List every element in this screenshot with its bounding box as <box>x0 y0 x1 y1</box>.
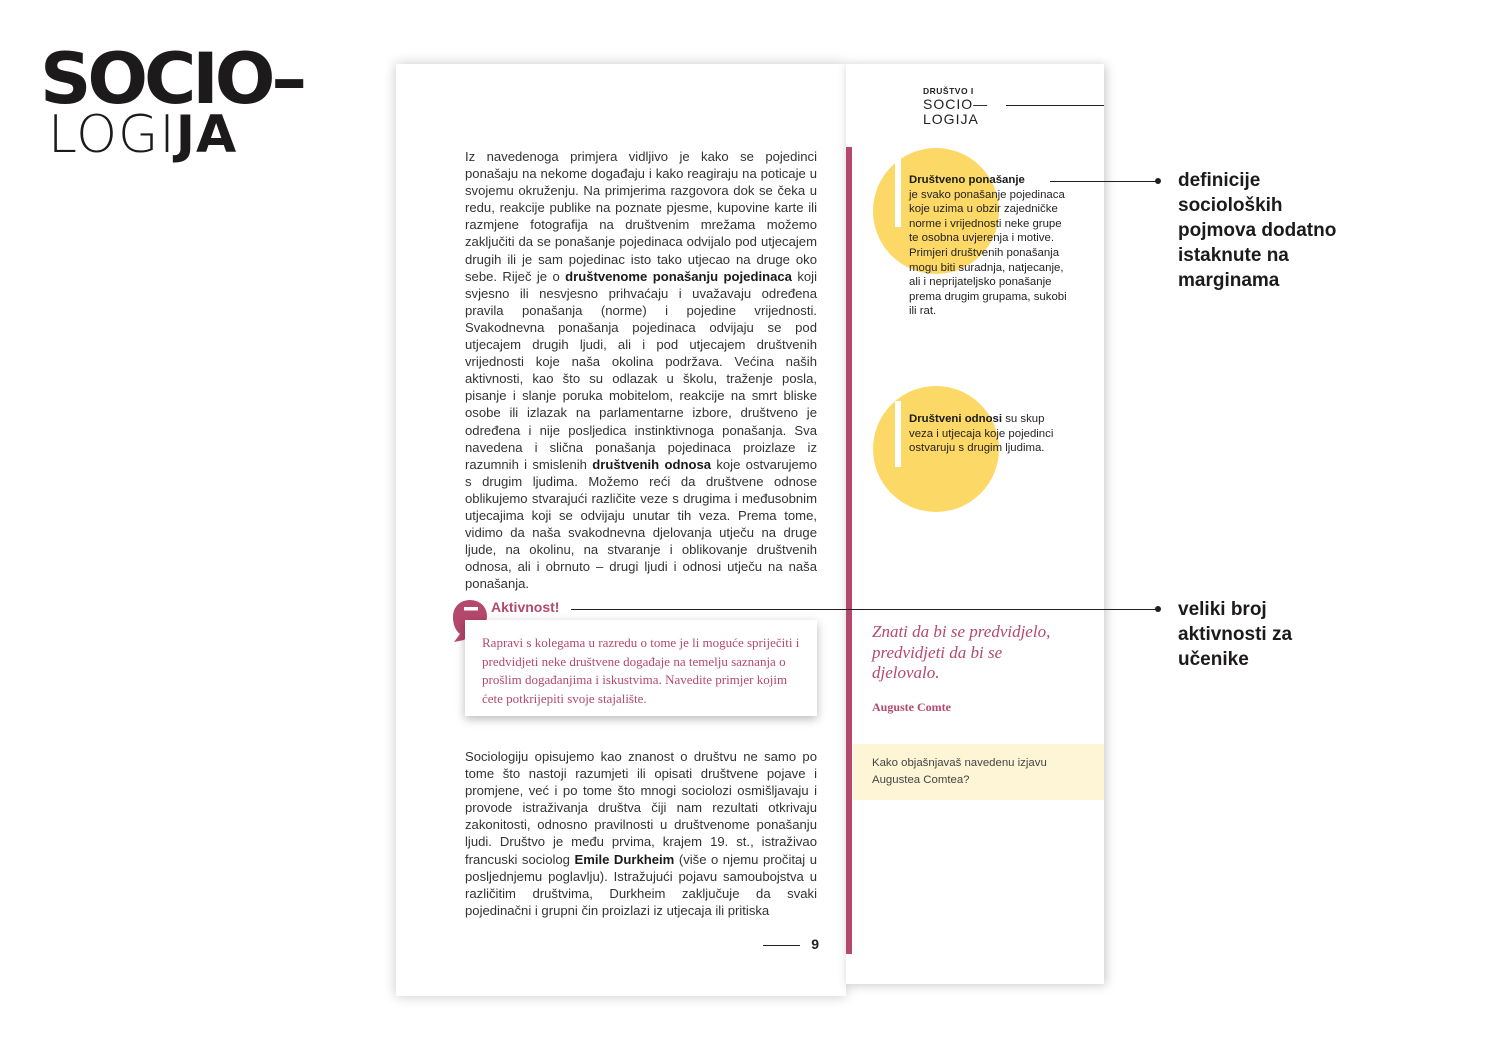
annotation-dot <box>1155 178 1161 184</box>
body-text-segment: koje ostvarujemo s drugim ljudima. Možemo reći da društvene odnose oblikujemo stvarajući različite veze s drugima i međusobnim utjecajima koji se odvijaju unutar tih veza. Prema tome, vidimo da naša svakodnevna djelovanja utječu na druge ljude, na okolinu, na stvaranje i oblikovanje društvenih odnosa, ali i obrnuto – drugi ljudi i odnosi utječu na naša ponašanja. <box>465 456 817 592</box>
body-bold-term: društvenome ponašanju pojedinaca <box>565 268 792 284</box>
definition-text: su skup veza i utjecaja koje pojedinci ostvaruju s drugim ljudima. <box>909 413 1054 455</box>
body-text-segment: Sociologiju opisujemo kao znanost o društvu ne samo po tome što nastoji razumjeti ili opisati društvene pojave i promjene, već i po tome što mnogi sociolozi osmišljavaju i provode istraživanja društva čiji nam rezultati otkrivaju zakonitosti, odnosno pravilnosti u društvenome ponašanju ljudi. Društvo je među prvima, krajem 19. st., istraživao francuski sociolog <box>465 749 817 867</box>
annotation-activities: veliki broj aktivnosti za učenike <box>1178 599 1293 670</box>
page-number-group <box>763 936 819 956</box>
body-bold-term: Emile Durkheim <box>574 851 675 867</box>
definition-marker <box>895 401 901 467</box>
section-rule <box>1006 105 1104 106</box>
annotation-dot <box>1155 606 1161 612</box>
activity-title: Aktivnost! <box>491 599 560 615</box>
question-box <box>853 744 1104 800</box>
annotation-connector-line <box>1050 181 1160 182</box>
section-label-line1: DRUŠTVO I <box>923 86 974 96</box>
body-text-segment: koji svjesno ili nesvjesno prihvaćaju i uvažavaju određena pravila ponašanja (norme) i pojedine vrijednosti. Svakodnevna ponašanja pojedinaca odvijaju se pod utjecajem drugih ljudi, ali i pod utjecajem društvenih vrijednosti koje naša okolina podržava. Većina naših aktivnosti, kao što su odlazak u školu, traženje posla, pisanje i slanje poruka mobitelom, reakcije na smrt bliske osobe ili izlazak na parlamentarne izbore, društveno je određena i nije posljedica instinktivnoga ponašanja. Sva navedena i slična ponašanja pojedinaca proizlaze iz razumnih i smislenih <box>465 268 817 472</box>
page-number-rule <box>763 945 800 946</box>
section-label <box>923 86 988 127</box>
definition-text: je svako ponašanje pojedinaca koje uzima u obzir zajedničke norme i vrijednosti neke grupe te osobna uvjerenja i motive. Primjeri društvenih ponašanja mogu biti suradnja, natjecanje, ali i neprijateljsko ponašanje prema drugim grupama, sukobi ili rat. <box>909 188 1067 318</box>
right-page <box>846 64 1104 984</box>
brand-logo-line2-bold: JA <box>175 105 238 165</box>
brand-logo-line2-light: LOGI <box>48 105 176 165</box>
left-page <box>396 64 846 996</box>
definition-box <box>909 412 1069 456</box>
annotation-connector-line <box>571 609 1160 610</box>
definition-term: Društveno ponašanje <box>909 174 1025 186</box>
margin-accent-bar <box>846 147 852 954</box>
section-label-line2: SOCIO— <box>923 96 989 112</box>
brand-logo <box>40 38 340 165</box>
quote-author: Auguste Comte <box>872 700 951 714</box>
activity-card <box>465 620 817 716</box>
question-text: Kako objašnjavaš navedenu izjavu Augustea Comtea? <box>872 757 1047 786</box>
body-text-segment: Iz navedenoga primjera vidljivo je kako se pojedinci ponašaju na nekome događaju i kako reagiraju na poticaje u svojemu okruženju. Na primjerima razgovora dok se čeka u redu, reakcije publike na poznate pjesme, kupovine karte ili razmjene fotografija na društvenim mrežama možemo zaključiti da se ponašanje pojedinaca odvijalo pod utjecajem drugih ili je sam pojedinac isto tako utjecao na druge oko sebe. Riječ je o <box>465 149 817 284</box>
body-bold-term: društvenih odnosa <box>592 456 712 472</box>
activity-text: Rapravi s kolegama u razredu o tome je li moguće spriječiti i predvidjeti neke društvene događaje na temelju saznanja o prošlim događanjima i iskustvima. Navedite primjer kojim ćete potkrijepiti svoje stajalište. <box>482 635 800 706</box>
page-number: 9 <box>811 936 819 952</box>
annotation-definitions: definicije socioloških pojmova dodatno istaknute na marginama <box>1178 170 1337 291</box>
brand-logo-line1: SOCIO– <box>40 38 304 120</box>
definition-box <box>909 173 1069 319</box>
body-paragraph <box>465 148 817 592</box>
quote-text: Znati da bi se predvidjelo, predvidjeti da bi se djelovalo. <box>872 622 1051 682</box>
brand-logo-line2 <box>48 105 238 165</box>
body-text-segment: (više o njemu pročitaj u posljednjemu poglavlju). Istražujući pojavu samoubojstva u različitim društvima, Durkheim zaključuje da svaki pojedinačni i grupni čin proizlazi iz utjecaja ili pritiska <box>465 851 817 918</box>
section-label-line3: LOGIJA <box>923 111 979 127</box>
body-paragraph <box>465 748 817 919</box>
definition-marker <box>895 151 901 227</box>
definition-term: Društveni odnosi <box>909 413 1003 425</box>
